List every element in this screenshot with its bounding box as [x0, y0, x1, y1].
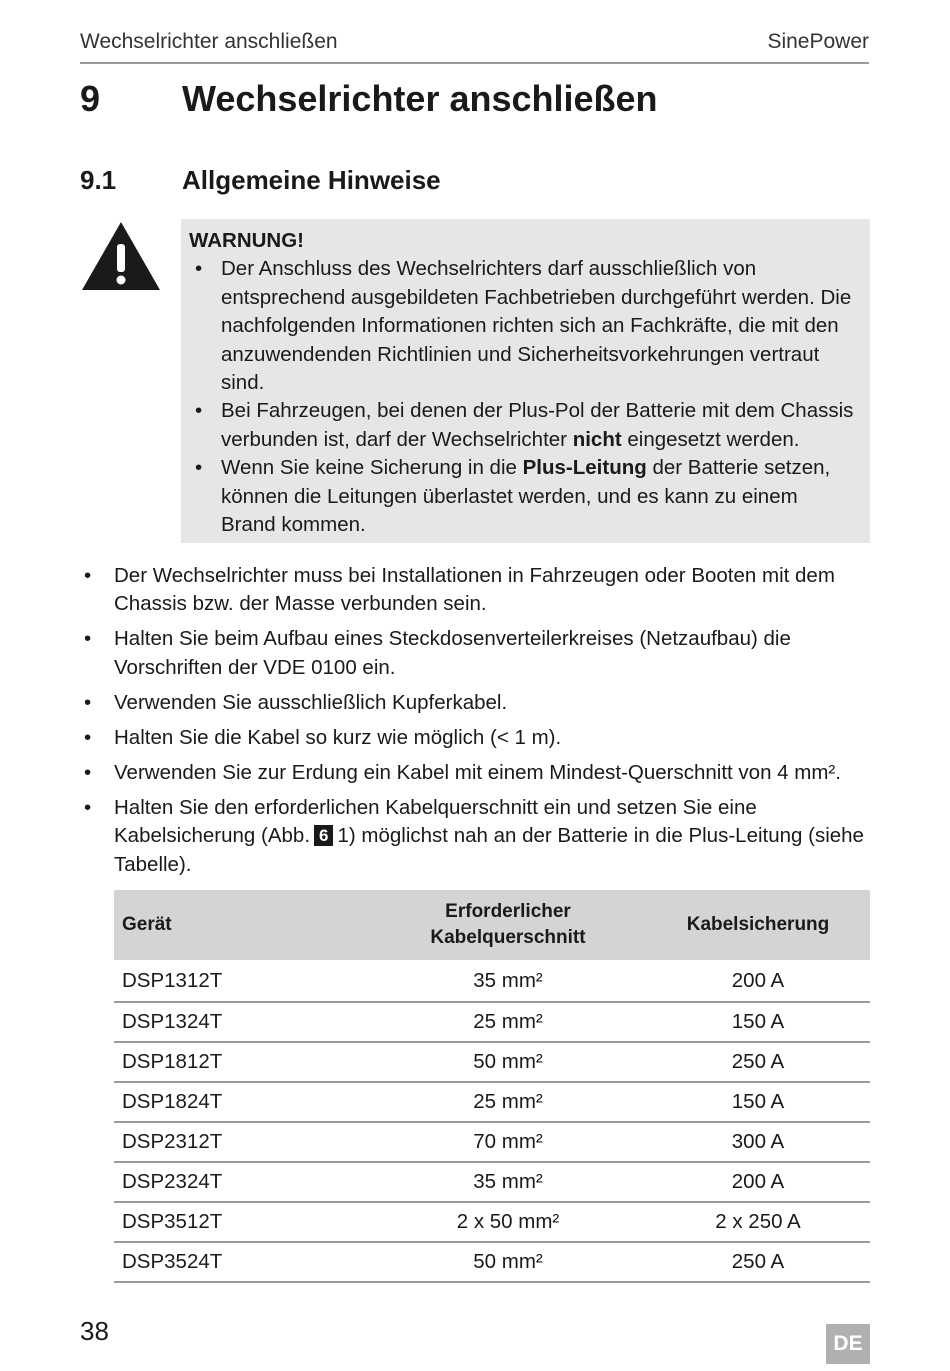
list-item: • Verwenden Sie ausschließlich Kupferkabel.: [80, 689, 872, 717]
warning-item: • Bei Fahrzeugen, bei denen der Plus-Pol der Batterie mit dem Chassis verbunden ist, darf der Wechselrichter nicht eingesetzt werden.: [189, 397, 856, 454]
section-title: Allgemeine Hinweise: [182, 165, 441, 195]
section-heading: [80, 165, 441, 196]
chapter-heading: [80, 78, 658, 120]
table-header-row: [114, 890, 870, 960]
column-header: Gerät: [122, 914, 172, 935]
warning-list: [189, 255, 856, 539]
list-item: • Halten Sie den erforderlichen Kabelquerschnitt ein und setzen Sie eine Kabelsicherung (Abb. 6 1) möglichst nah an der Batterie in die Plus-Leitung (siehe Tabelle).: [80, 794, 872, 879]
chapter-number: 9: [80, 78, 101, 119]
section-number: 9.1: [80, 165, 117, 195]
language-badge: DE: [826, 1324, 870, 1364]
list-item: • Verwenden Sie zur Erdung ein Kabel mit einem Mindest-Querschnitt von 4 mm².: [80, 759, 872, 787]
column-header: Kabelsicherung: [686, 914, 830, 935]
emphasis: Plus-Leitung: [522, 456, 647, 480]
table-row: DSP1312T 35 mm² 200 A: [114, 960, 870, 1002]
table-row: DSP2312T 70 mm² 300 A: [114, 1122, 870, 1162]
column-header: Erforderlicher Kabelquerschnitt: [430, 901, 586, 948]
list-item: • Halten Sie die Kabel so kurz wie möglich (< 1 m).: [80, 724, 872, 752]
table-row: DSP3512T 2 x 50 mm² 2 x 250 A: [114, 1202, 870, 1242]
chapter-title: Wechselrichter anschließen: [182, 78, 658, 119]
warning-triangle-icon: [80, 220, 162, 292]
table-row: DSP1824T 25 mm² 150 A: [114, 1082, 870, 1122]
header-product-name: SinePower: [767, 30, 869, 53]
emphasis: nicht: [572, 427, 622, 451]
table-row: DSP1324T 25 mm² 150 A: [114, 1002, 870, 1042]
header-section-title: Wechselrichter anschließen: [80, 30, 338, 53]
list-item: • Halten Sie beim Aufbau eines Steckdosenverteilerkreises (Netzaufbau) die Vorschriften der VDE 0100 ein.: [80, 625, 872, 682]
warning-item: • Der Anschluss des Wechselrichters darf ausschließlich von entsprechend ausgebildeten Fachbetrieben durchgeführt werden. Die nachfolgenden Informationen richten sich an Fachkräfte, die mit den anzuwendenden Richtlinien und Sicherheitsvorkehrungen vertraut sind.: [189, 255, 856, 397]
instruction-list: [80, 562, 872, 886]
warning-item: • Wenn Sie keine Sicherung in die Plus-Leitung der Batterie setzen, können die Leitungen überlastet werden, und es kann zu einem Brand kommen.: [189, 454, 856, 539]
table-row: DSP1812T 50 mm² 250 A: [114, 1042, 870, 1082]
table-row: DSP3524T 50 mm² 250 A: [114, 1242, 870, 1282]
running-header: [80, 30, 869, 64]
page-number: 38: [80, 1316, 109, 1346]
table-row: DSP2324T 35 mm² 200 A: [114, 1162, 870, 1202]
figure-reference-badge: 6: [314, 825, 333, 846]
list-item: • Der Wechselrichter muss bei Installationen in Fahrzeugen oder Booten mit dem Chassis bzw. der Masse verbunden sein.: [80, 562, 872, 619]
cable-spec-table: [114, 890, 870, 1283]
warning-box: [181, 219, 870, 543]
warning-title: WARNUNG!: [189, 229, 305, 252]
